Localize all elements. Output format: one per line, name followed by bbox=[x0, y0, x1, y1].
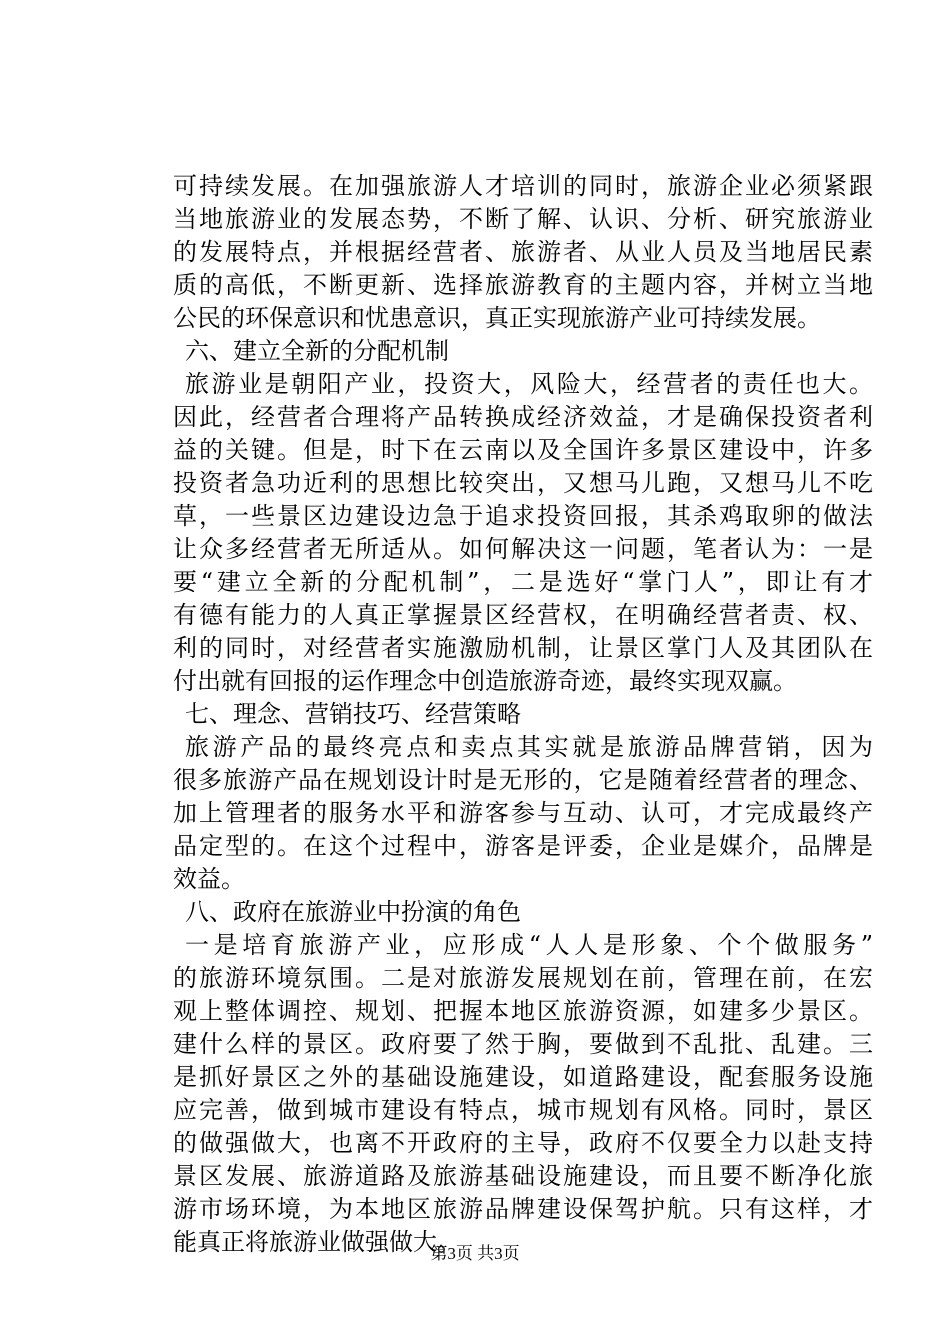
paragraph-line: 有德有能力的人真正掌握景区经营权，在明确经营者责、权、 bbox=[173, 601, 873, 629]
paragraph-last-line: 能真正将旅游业做强做大。 bbox=[173, 1228, 461, 1256]
paragraph-line: 要“建立全新的分配机制”，二是选好“掌门人”，即让有才 bbox=[173, 568, 873, 596]
paragraph-line: 很多旅游产品在规划设计时是无形的，它是随着经营者的理念、 bbox=[173, 766, 873, 794]
paragraph-line: 的旅游环境氛围。二是对旅游发展规划在前，管理在前，在宏 bbox=[173, 964, 873, 992]
paragraph-first-line: 一是培育旅游产业，应形成“人人是形象、个个做服务” bbox=[185, 931, 873, 959]
paragraph-line: 应完善，做到城市建设有特点，城市规划有风格。同时，景区 bbox=[173, 1096, 873, 1124]
paragraph-line: 游市场环境，为本地区旅游品牌建设保驾护航。只有这样，才 bbox=[173, 1195, 873, 1223]
document-body bbox=[173, 170, 873, 1259]
paragraph-line: 质的高低，不断更新、选择旅游教育的主题内容，并树立当地 bbox=[173, 271, 873, 299]
paragraph-line: 品定型的。在这个过程中，游客是评委，企业是媒介，品牌是 bbox=[173, 832, 873, 860]
page-footer: 第3页 共3页 bbox=[430, 1244, 520, 1263]
paragraph-last-line: 效益。 bbox=[173, 865, 245, 893]
paragraph-line: 利的同时，对经营者实施激励机制，让景区掌门人及其团队在 bbox=[173, 634, 873, 662]
paragraph-line: 景区发展、旅游道路及旅游基础设施建设，而且要不断净化旅 bbox=[173, 1162, 873, 1190]
paragraph-line: 观上整体调控、规划、把握本地区旅游资源，如建多少景区。 bbox=[173, 997, 873, 1025]
paragraph-line: 的发展特点，并根据经营者、旅游者、从业人员及当地居民素 bbox=[173, 238, 873, 266]
section-heading: 八、政府在旅游业中扮演的角色 bbox=[185, 898, 521, 926]
paragraph-line: 让众多经营者无所适从。如何解决这一问题，笔者认为：一是 bbox=[173, 535, 873, 563]
paragraph-last-line: 付出就有回报的运作理念中创造旅游奇迹，最终实现双赢。 bbox=[173, 667, 797, 695]
paragraph-line: 是抓好景区之外的基础设施建设，如道路建设，配套服务设施 bbox=[173, 1063, 873, 1091]
paragraph-line: 益的关键。但是，时下在云南以及全国许多景区建设中，许多 bbox=[173, 436, 873, 464]
paragraph-line: 因此，经营者合理将产品转换成经济效益，才是确保投资者利 bbox=[173, 403, 873, 431]
paragraph-line: 草，一些景区边建设边急于追求投资回报，其杀鸡取卵的做法 bbox=[173, 502, 873, 530]
paragraph-first-line: 旅游产品的最终亮点和卖点其实就是旅游品牌营销，因为 bbox=[185, 733, 873, 761]
paragraph-line: 建什么样的景区。政府要了然于胸，要做到不乱批、乱建。三 bbox=[173, 1030, 873, 1058]
paragraph-line: 当地旅游业的发展态势，不断了解、认识、分析、研究旅游业 bbox=[173, 205, 873, 233]
paragraph-line: 的做强做大，也离不开政府的主导，政府不仅要全力以赴支持 bbox=[173, 1129, 873, 1157]
section-heading: 六、建立全新的分配机制 bbox=[185, 337, 449, 365]
section-heading: 七、理念、营销技巧、经营策略 bbox=[185, 700, 521, 728]
paragraph-line: 投资者急功近利的思想比较突出，又想马儿跑，又想马儿不吃 bbox=[173, 469, 873, 497]
paragraph-first-line: 旅游业是朝阳产业，投资大，风险大，经营者的责任也大。 bbox=[185, 370, 873, 398]
paragraph-line: 加上管理者的服务水平和游客参与互动、认可，才完成最终产 bbox=[173, 799, 873, 827]
paragraph-line: 可持续发展。在加强旅游人才培训的同时，旅游企业必须紧跟 bbox=[173, 172, 873, 200]
paragraph-last-line: 公民的环保意识和忧患意识，真正实现旅游产业可持续发展。 bbox=[173, 304, 821, 332]
